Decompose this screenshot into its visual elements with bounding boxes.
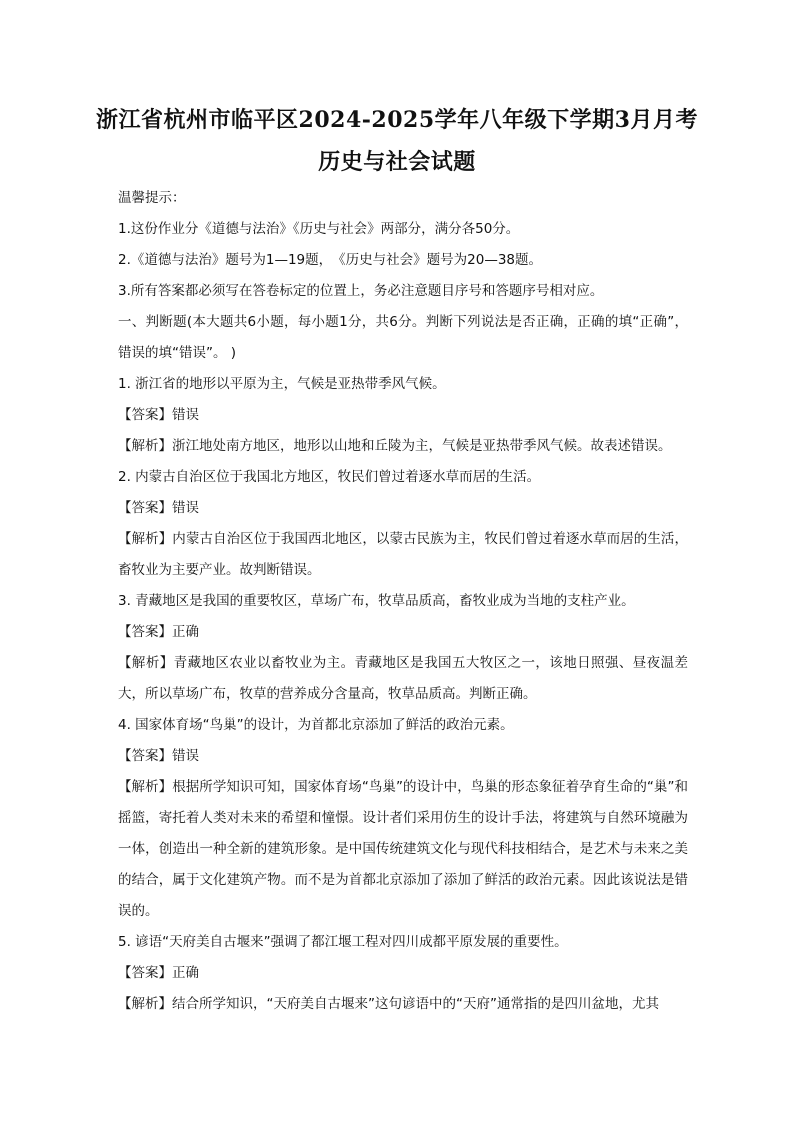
question-stem: 2. 内蒙古自治区位于我国北方地区，牧民们曾过着逐水草而居的生活。 (118, 469, 541, 485)
analysis-label: 【解析】 (118, 531, 173, 547)
analysis-label: 【解析】 (118, 655, 174, 671)
document-title: 浙江省杭州市临平区2024-2025学年八年级下学期3月月考 (96, 107, 698, 133)
question-stem: 1. 浙江省的地形以平原为主，气候是亚热带季风气候。 (118, 376, 446, 392)
document-body (118, 183, 688, 1020)
notice-item: 1.这份作业分《道德与法治》《历史与社会》两部分，满分各50分。 (118, 221, 520, 237)
notice-item: 2.《道德与法治》题号为1—19题， 《历史与社会》题号为20—38题。 (118, 252, 543, 268)
question-stem: 5. 谚语“天府美自古堰来”强调了都江堰工程对四川成都平原发展的重要性。 (118, 934, 568, 950)
answer-label: 【答案】 (118, 965, 172, 981)
answer-line (118, 958, 688, 989)
answer-value: 错误 (172, 407, 199, 423)
analysis-text: 根据所学知识可知，国家体育场“鸟巢”的设计中，鸟巢的形态象征着孕育生命的“巢”和摇篮，寄托着人类对未来的希望和憧憬。设计者们采用仿生的设计手法，将建筑与自然环境融为一体，创造出一种全新的建筑形象。是中国传统建筑文化与现代科技相结合，是艺术与未来之美的结合，属于文化建筑产物。而不是为首都北京添加了添加了鲜活的政治元素。因此该说法是错误的。 (118, 779, 688, 919)
analysis-text: 内蒙古自治区位于我国西北地区，以蒙古民族为主，牧民们曾过着逐水草而居的生活，畜牧业为主要产业。故判断错误。 (118, 531, 689, 578)
answer-value: 正确 (172, 965, 199, 981)
document-subtitle: 历史与社会试题 (318, 149, 476, 175)
question-stem: 4. 国家体育场“鸟巢”的设计，为首都北京添加了鲜活的政治元素。 (118, 717, 514, 733)
analysis-label: 【解析】 (118, 779, 173, 795)
answer-line (118, 400, 688, 431)
section-heading: 一、判断题(本大题共6小题，每小题1分，共6分。判断下列说法是否正确，正确的填“正确”，错误的填“错误”。 ) (118, 314, 688, 361)
analysis-text: 结合所学知识，“天府美自古堰来”这句谚语中的“天府”通常指的是四川盆地，尤其 (172, 996, 659, 1012)
answer-label: 【答案】 (118, 500, 172, 516)
notice-heading: 温馨提示： (118, 190, 186, 206)
answer-value: 正确 (172, 624, 199, 640)
answer-label: 【答案】 (118, 407, 172, 423)
analysis-line (118, 648, 688, 710)
answer-label: 【答案】 (118, 624, 172, 640)
analysis-label: 【解析】 (118, 438, 172, 454)
answer-value: 错误 (172, 500, 199, 516)
answer-label: 【答案】 (118, 748, 172, 764)
analysis-label: 【解析】 (118, 996, 172, 1012)
analysis-text: 浙江地处南方地区，地形以山地和丘陵为主，气候是亚热带季风气候。故表述错误。 (172, 438, 672, 454)
analysis-line (118, 989, 688, 1020)
answer-line (118, 741, 688, 772)
analysis-line (118, 772, 688, 927)
answer-line (118, 617, 688, 648)
answer-value: 错误 (172, 748, 199, 764)
question-stem: 3. 青藏地区是我国的重要牧区，草场广布，牧草品质高，畜牧业成为当地的支柱产业。 (118, 593, 635, 609)
analysis-text: 青藏地区农业以畜牧业为主。青藏地区是我国五大牧区之一，该地日照强、昼夜温差大，所以草场广布，牧草的营养成分含量高，牧草品质高。判断正确。 (118, 655, 689, 702)
analysis-line (118, 524, 688, 586)
analysis-line (118, 431, 688, 462)
answer-line (118, 493, 688, 524)
notice-item: 3.所有答案都必须写在答卷标定的位置上，务必注意题目序号和答题序号相对应。 (118, 283, 604, 299)
